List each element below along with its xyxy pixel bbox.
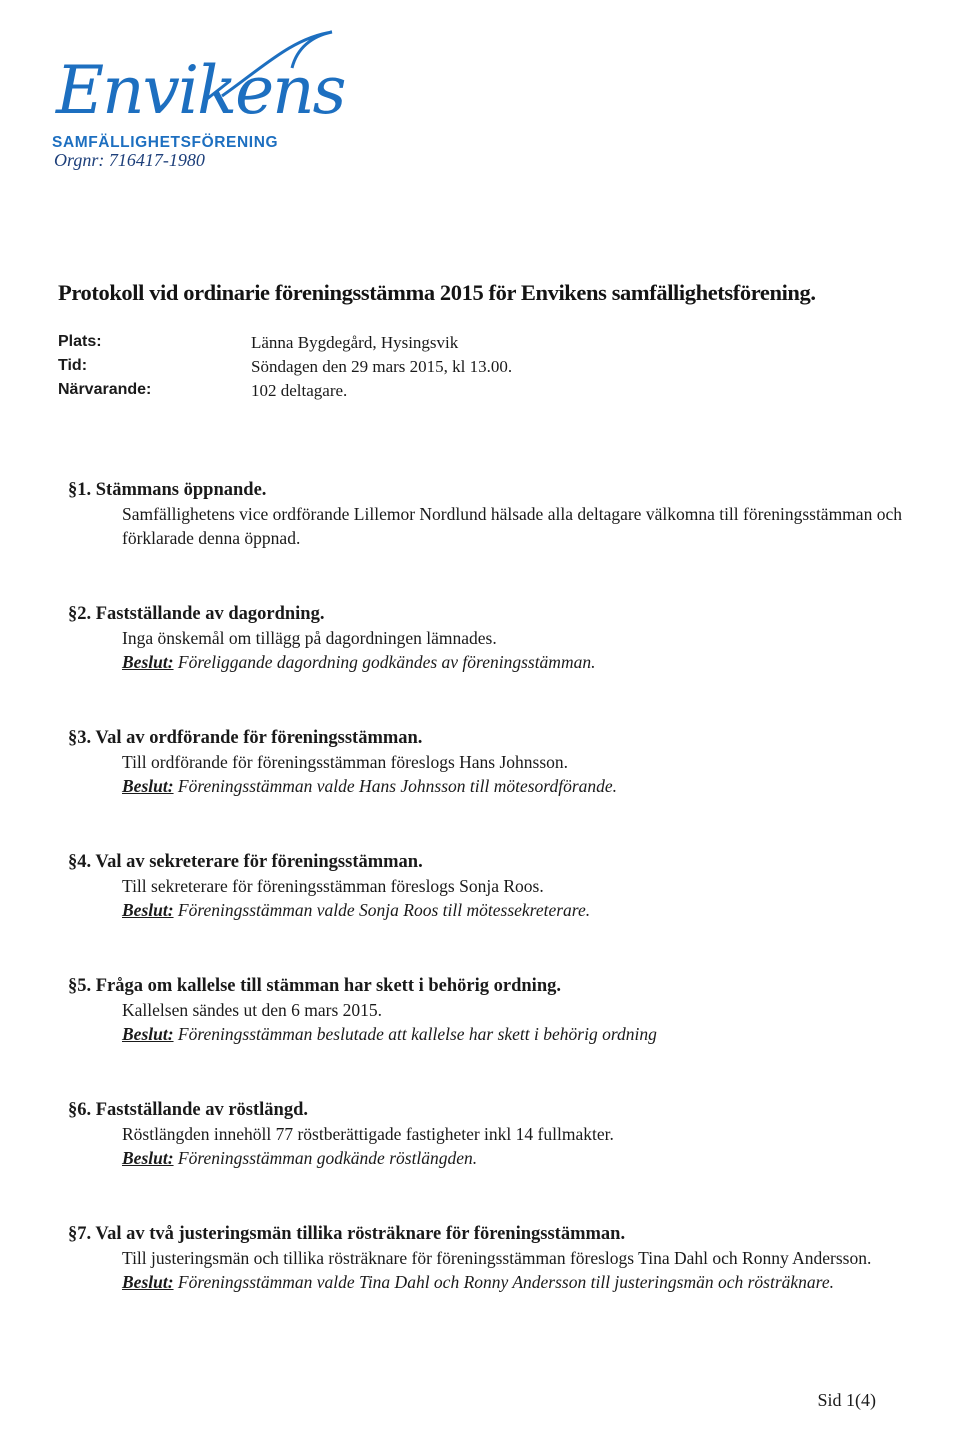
section-heading: §2. Fastställande av dagordning. bbox=[68, 604, 325, 624]
section-heading: §4. Val av sekreterare för föreningsstämman. bbox=[68, 852, 423, 872]
section-decision bbox=[122, 898, 928, 922]
decision-label: Beslut: bbox=[122, 1024, 174, 1044]
section-heading: §1. Stämmans öppnande. bbox=[68, 480, 267, 500]
section-7 bbox=[68, 1222, 928, 1294]
section-body: Till sekreterare för föreningsstämman föreslogs Sonja Roos. bbox=[122, 876, 544, 896]
section-body: Röstlängden innehöll 77 röstberättigade fastigheter inkl 14 fullmakter. bbox=[122, 1124, 614, 1144]
meta-label: Plats: bbox=[58, 333, 102, 350]
section-3 bbox=[68, 726, 928, 798]
section-6 bbox=[68, 1098, 928, 1170]
decision-text: Föreningsstämman beslutade att kallelse har skett i behörig ordning bbox=[177, 1024, 657, 1044]
decision-label: Beslut: bbox=[122, 652, 174, 672]
meta-value: 102 deltagare. bbox=[251, 381, 348, 400]
section-body: Till ordförande för föreningsstämman föreslogs Hans Johnsson. bbox=[122, 752, 569, 772]
section-heading: §5. Fråga om kallelse till stämman har skett i behörig ordning. bbox=[68, 976, 561, 996]
section-decision bbox=[122, 650, 928, 674]
decision-text: Föreningsstämman valde Hans Johnsson till mötesordförande. bbox=[177, 776, 618, 796]
section-body: Till justeringsmän och tillika rösträknare för föreningsstämman föreslogs Tina Dahl och Ronny Andersson. bbox=[122, 1248, 872, 1268]
section-body: Inga önskemål om tillägg på dagordningen lämnades. bbox=[122, 628, 497, 648]
section-body: Kallelsen sändes ut den 6 mars 2015. bbox=[122, 1000, 383, 1020]
meta-label: Tid: bbox=[58, 357, 88, 374]
meta-label: Närvarande: bbox=[58, 381, 152, 398]
section-decision bbox=[122, 1146, 928, 1170]
decision-label: Beslut: bbox=[122, 900, 174, 920]
protocol-sections bbox=[68, 478, 928, 1294]
section-2 bbox=[68, 602, 928, 674]
decision-text: Föreningsstämman valde Tina Dahl och Ronny Andersson till justeringsmän och rösträknare. bbox=[177, 1272, 834, 1292]
section-decision bbox=[122, 1270, 902, 1294]
section-heading: §7. Val av två justeringsmän tillika rösträknare för föreningsstämman. bbox=[68, 1224, 626, 1244]
logo-script-text: Envikens bbox=[56, 52, 345, 129]
decision-label: Beslut: bbox=[122, 1148, 174, 1168]
logo-subtitle: SAMFÄLLIGHETSFÖRENING bbox=[52, 134, 279, 151]
decision-label: Beslut: bbox=[122, 1272, 174, 1292]
decision-label: Beslut: bbox=[122, 776, 174, 796]
section-decision bbox=[122, 1022, 928, 1046]
section-heading: §3. Val av ordförande för föreningsstämman. bbox=[68, 728, 423, 748]
section-4 bbox=[68, 850, 928, 922]
meta-value: Söndagen den 29 mars 2015, kl 13.00. bbox=[251, 357, 513, 376]
decision-text: Föreningsstämman valde Sonja Roos till mötessekreterare. bbox=[177, 900, 591, 920]
org-number: Orgnr: 716417-1980 bbox=[54, 150, 205, 170]
meta-value: Länna Bygdegård, Hysingsvik bbox=[251, 333, 459, 352]
document-title: Protokoll vid ordinarie föreningsstämma 2015 för Envikens samfällighetsförening. bbox=[58, 280, 816, 305]
section-1 bbox=[68, 478, 928, 550]
section-5 bbox=[68, 974, 928, 1046]
section-body: Samfällighetens vice ordförande Lillemor Nordlund hälsade alla deltagare välkomna till föreningsstämman och förklarade denna öppnad. bbox=[122, 504, 902, 548]
envikens-logo bbox=[52, 28, 352, 168]
decision-text: Föreningsstämman godkände röstlängden. bbox=[177, 1148, 478, 1168]
section-decision bbox=[122, 774, 928, 798]
page-number: Sid 1(4) bbox=[817, 1390, 876, 1410]
decision-text: Föreliggande dagordning godkändes av föreningsstämman. bbox=[177, 652, 596, 672]
section-heading: §6. Fastställande av röstlängd. bbox=[68, 1100, 309, 1120]
